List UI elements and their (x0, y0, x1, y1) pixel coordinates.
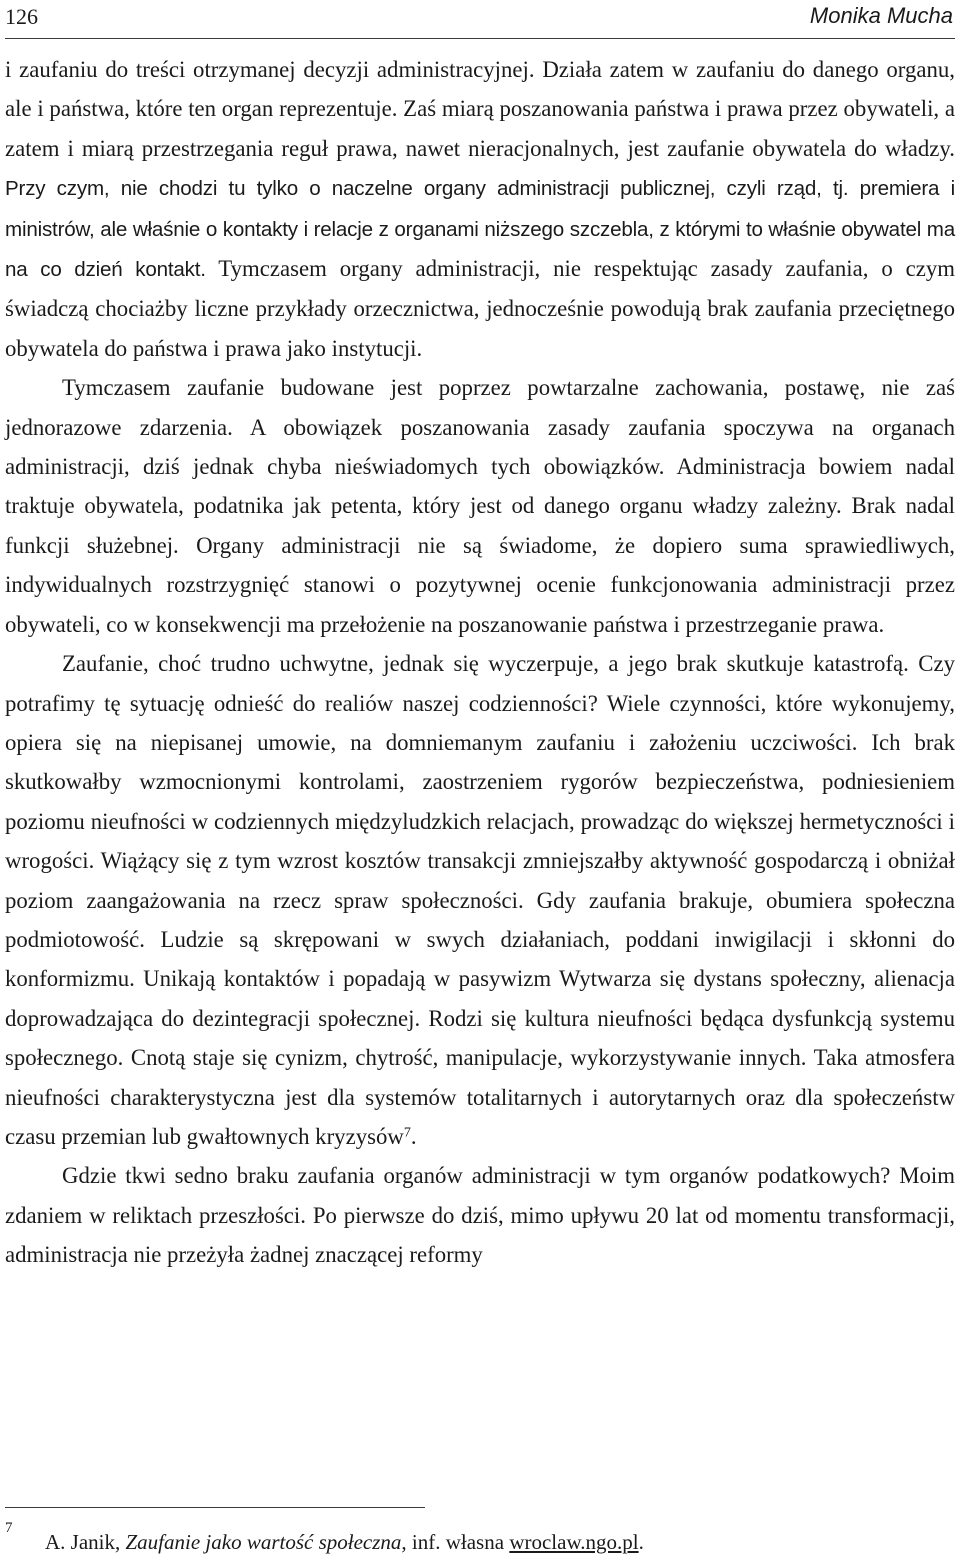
footnote-number: 7 (5, 1520, 13, 1536)
paragraph-4 (5, 1156, 955, 1274)
paragraph-2 (5, 368, 955, 644)
footnote-link[interactable]: wroclaw.ngo.pl (509, 1530, 639, 1554)
footnote-end: . (638, 1530, 644, 1554)
paragraph-3-end: . (410, 1123, 417, 1149)
paragraph-1-part-2: Przy czym, nie chodzi tu tylko o naczelne organy administracji publicznej, czyli rząd, tj. premiera i ministrów, ale właśnie o kontakty i relacje z organami niższego szczebla, z którymi to właśnie obywatel ma na co dzień kontakt. (5, 177, 955, 282)
footnote-separator (5, 1507, 425, 1508)
paragraph-3-text: Zaufanie, choć trudno uchwytne, jednak się wyczerpuje, a jego brak skutkuje katastrofą. Czy potrafimy tę sytuację odnieść do realiów naszej codzienności? Wiele czynności, które wykonujemy, opiera się na niepisanej umowie, na domniemanym zaufaniu i założeniu uczciwości. Ich brak skutkowałby wzmocnionymi kontrolami, zaostrzeniem rygorów bezpieczeństwa, podniesieniem poziomu nieufności w codziennych międzyludzkich relacjach, prowadząc do większej hermetyczności i wrogości. Wiążący się z tym wzrost kosztów transakcji zmniejszałby aktywność gospodarczą i obniżał poziom zaangażowania na rzecz spraw społeczności. Gdy zaufania brakuje, obumiera społeczna podmiotowość. Ludzie są skrępowani w swych działaniach, poddani inwigilacji i skłonni do konformizmu. Unikają kontaktów i popadają w pasywizm Wytwarza się dystans społeczny, alienacja doprowadzająca do dezintegracji społecznej. Rodzi się kultura nieufności będąca dysfunkcją systemu społecznego. Cnotą staje się cynizm, chytrość, manipulacje, wykorzystywanie innych. Taka atmosfera nieufności charakterystyczna jest dla systemów totalitarnych i autorytarnych oraz dla społeczeństw czasu przemian lub gwałtownych kryzysów (5, 651, 955, 1149)
page-header (5, 0, 955, 39)
footnote-title: Zaufanie jako wartość społeczna (125, 1530, 402, 1554)
footnote-author: A. Janik, (45, 1530, 126, 1554)
paragraph-1 (5, 50, 955, 368)
footnote-middle: , inf. własna (401, 1530, 510, 1554)
body-text (5, 50, 955, 1275)
paragraph-1-part-1: i zaufaniu do treści otrzymanej decyzji administracyjnej. Działa zatem w zaufaniu do danego organu, ale i państwa, które ten organ reprezentuje. Zaś miarą poszanowania państwa i prawa przez obywateli, a zatem i miarą przestrzegania reguł prawa, nawet nieracjonalnych, jest zaufanie obywatela do władzy. (5, 57, 955, 161)
paragraph-1-part-3: Tymczasem organy administracji, nie respektując zasady zaufania, o czym świadczą chociażby liczne przykłady orzecznictwa, jednocześnie powodują brak zaufania przeciętnego obywatela do państwa i prawa jako instytucji. (5, 256, 956, 361)
paragraph-2-text: Tymczasem zaufanie budowane jest poprzez powtarzalne zachowania, postawę, nie zaś jednorazowe zdarzenia. A obowiązek poszanowania zasady zaufania spoczywa na organach administracji, dziś jednak chyba nieświadomych tych obowiązków. Administracja bowiem nadal traktuje obywatela, podatnika jak petenta, który jest od danego organu władzy zależny. Brak nadal funkcji służebnej. Organy administracji nie są świadome, że dopiero suma sprawiedliwych, indywidualnych rozstrzygnięć stanowi o pozytywnej ocenie funkcjonowania administracji przez obywateli, co w konsekwencji ma przełożenie na poszanowanie państwa i przestrzeganie prawa. (5, 375, 955, 637)
page-number: 126 (5, 4, 38, 29)
footnote-reference[interactable]: 7 (403, 1125, 411, 1141)
footnote-text (45, 1530, 644, 1555)
paragraph-3 (5, 644, 955, 1156)
running-head-author: Monika Mucha (809, 3, 953, 28)
paragraph-4-text: Gdzie tkwi sedno braku zaufania organów administracji w tym organów podatkowych? Moim zdaniem w reliktach przeszłości. Po pierwsze do dziś, mimo upływu 20 lat od momentu transformacji, administracja nie przeżyła żadnej znaczącej reformy (5, 1163, 955, 1268)
